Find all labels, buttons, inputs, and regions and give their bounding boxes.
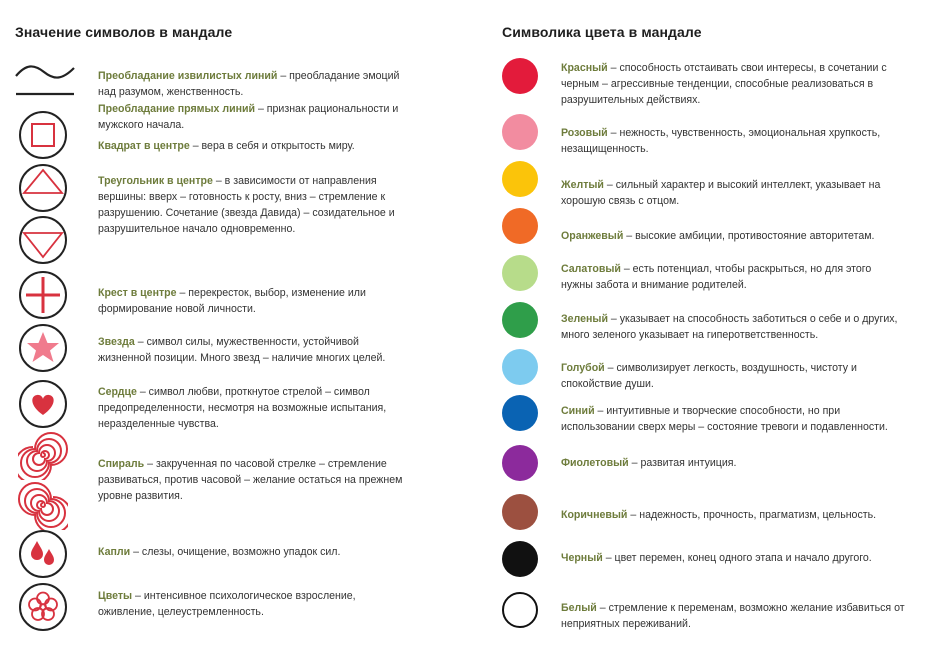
entry-desc: – надежность, прочность, прагматизм, цельность.	[627, 509, 877, 521]
entry-term: Красный	[561, 62, 608, 74]
entry-term: Зеленый	[561, 313, 608, 325]
entry-desc: – вера в себя и открытость миру.	[189, 140, 355, 152]
heart-icon	[18, 379, 68, 429]
color-dot-black	[502, 541, 538, 577]
color-dot-orange	[502, 208, 538, 244]
left-entry-triangle	[98, 173, 398, 237]
entry-desc: – в зависимости от направления вершины: вверх – готовность к росту, вниз – стремление к разрушению. Сочетание (звезда Давида) – созидательное и разрушительное начало одновременно.	[98, 175, 395, 235]
color-dot-lightgreen	[502, 255, 538, 291]
right-section-title: Символика цвета в мандале	[502, 24, 702, 40]
entry-desc: – интуитивные и творческие способности, но при использовании сверх меры – состояние тревоги и подавленности.	[561, 405, 888, 433]
entry-desc: – высокие амбиции, противостояние авторитетам.	[623, 230, 875, 242]
star-icon	[18, 323, 68, 373]
spiral-counterclockwise-icon	[18, 480, 68, 530]
entry-desc: – символ силы, мужественности, устойчивой жизненной позиции. Много звезд – наличие многих целей.	[98, 336, 386, 364]
triangle-up-icon	[18, 163, 68, 213]
entry-desc: – символизирует легкость, воздушность, чистоту и спокойствие души.	[561, 362, 857, 390]
right-entry-green	[561, 311, 906, 343]
left-entry-wavy	[98, 68, 403, 100]
left-entry-drops	[98, 544, 403, 560]
color-dot-red	[502, 58, 538, 94]
color-dot-green	[502, 302, 538, 338]
right-entry-violet	[561, 455, 906, 471]
square-in-circle-icon	[18, 110, 68, 160]
entry-term: Капли	[98, 546, 131, 558]
spiral-clockwise-icon	[18, 430, 68, 480]
entry-desc: – преобладание эмоций над разумом, женственность.	[98, 70, 400, 98]
entry-term: Салатовый	[561, 263, 621, 275]
right-entry-pink	[561, 125, 906, 157]
right-entry-lightgreen	[561, 261, 906, 293]
entry-desc: – перекресток, выбор, изменение или формирование новой личности.	[98, 287, 366, 315]
right-entry-red	[561, 60, 906, 108]
entry-desc: – стремление к переменам, возможно желание избавиться от неприятных переживаний.	[561, 602, 905, 630]
entry-term: Цветы	[98, 590, 133, 602]
entry-term: Крест в центре	[98, 287, 177, 299]
entry-desc: – сильный характер и высокий интеллект, указывает на хорошую связь с отцом.	[561, 179, 881, 207]
cross-icon	[18, 270, 68, 320]
left-entry-square	[98, 138, 403, 154]
left-entry-star	[98, 334, 403, 366]
entry-term: Фиолетовый	[561, 457, 629, 469]
entry-desc: – нежность, чувственность, эмоциональная хрупкость, незащищенность.	[561, 127, 881, 155]
entry-desc: – слезы, очищение, возможно упадок сил.	[130, 546, 341, 558]
left-section-title: Значение символов в мандале	[15, 24, 233, 40]
entry-desc: – способность отстаивать свои интересы, в сочетании с черным – агрессивные тенденции, способные реализоваться в разрушительных действиях.	[561, 62, 887, 106]
entry-term: Коричневый	[561, 509, 628, 521]
entry-desc: – цвет перемен, конец одного этапа и начало другого.	[602, 552, 872, 564]
color-dot-pink	[502, 114, 538, 150]
entry-term: Сердце	[98, 386, 137, 398]
color-dot-lightblue	[502, 349, 538, 385]
entry-desc: – символ любви, проткнутое стрелой – символ предопределенности, несмотря на возможные испытания, неразделенные чувства.	[98, 386, 387, 430]
straight-line-icon	[14, 90, 76, 98]
left-entry-straight	[98, 101, 403, 133]
entry-desc: – есть потенциал, чтобы раскрыться, но для этого нужны забота и внимание родителей.	[561, 263, 872, 291]
color-dot-white	[502, 592, 538, 628]
right-entry-white	[561, 600, 906, 632]
entry-desc: – развитая интуиция.	[628, 457, 737, 469]
color-dot-blue	[502, 395, 538, 431]
right-entry-yellow	[561, 177, 906, 209]
entry-term: Синий	[561, 405, 595, 417]
right-entry-blue	[561, 403, 906, 435]
entry-term: Преобладание извилистых линий	[98, 70, 278, 82]
entry-term: Звезда	[98, 336, 135, 348]
entry-term: Черный	[561, 552, 603, 564]
entry-desc: – закрученная по часовой стрелке – стремление развиваться, против часовой – желание остаться на прежнем уровне развития.	[98, 458, 403, 502]
entry-desc: – признак рациональности и мужского начала.	[98, 103, 399, 131]
entry-term: Голубой	[561, 362, 605, 374]
entry-desc: – интенсивное психологическое взросление, оживление, целеустремленность.	[98, 590, 356, 618]
left-entry-cross	[98, 285, 403, 317]
entry-term: Спираль	[98, 458, 145, 470]
right-entry-lightblue	[561, 360, 906, 392]
entry-term: Розовый	[561, 127, 608, 139]
left-entry-spiral	[98, 456, 403, 504]
right-entry-orange	[561, 228, 906, 244]
entry-term: Треугольник в центре	[98, 175, 213, 187]
triangle-down-icon	[18, 215, 68, 265]
color-dot-brown	[502, 494, 538, 530]
flower-icon	[18, 582, 68, 632]
entry-term: Желтый	[561, 179, 604, 191]
entry-term: Преобладание прямых линий	[98, 103, 256, 115]
color-dot-yellow	[502, 161, 538, 197]
right-entry-brown	[561, 507, 906, 523]
left-entry-heart	[98, 384, 403, 432]
entry-term: Белый	[561, 602, 597, 614]
entry-term: Квадрат в центре	[98, 140, 190, 152]
left-entry-flowers	[98, 588, 403, 620]
entry-desc: – указывает на способность заботиться о себе и о других, много зеленого указывает на гиперответственность.	[561, 313, 898, 341]
entry-term: Оранжевый	[561, 230, 624, 242]
drops-icon	[18, 529, 68, 579]
color-dot-violet	[502, 445, 538, 481]
wavy-line-icon	[14, 62, 76, 82]
right-entry-black	[561, 550, 906, 566]
